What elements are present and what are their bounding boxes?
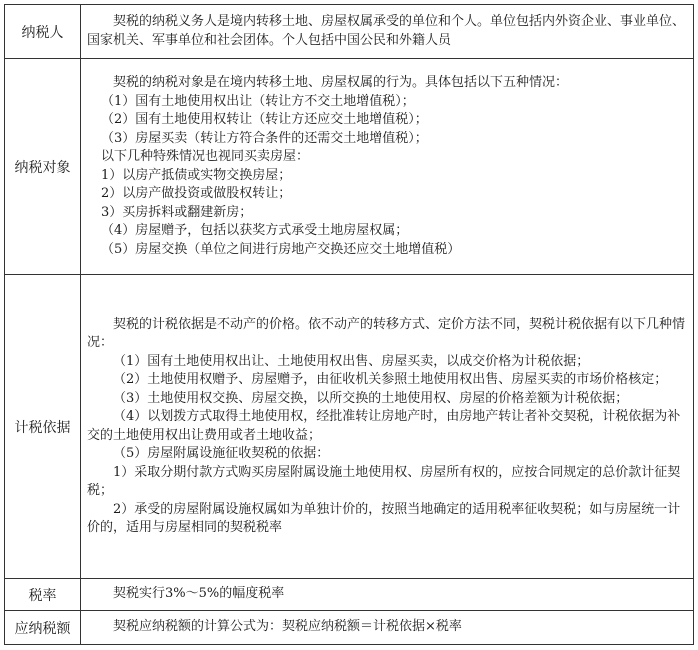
row-content — [81, 275, 694, 579]
list-item: 1）采取分期付款方式购买房屋附属设施土地使用权、房屋所有权的，应按合同规定的总价款计征契税； — [87, 464, 681, 498]
tax-payable-text: 契税应纳税额的计算公式为：契税应纳税额＝计税依据×税率 — [113, 619, 462, 635]
list-item: 3）买房拆料或翻建新房； — [101, 204, 253, 220]
row-header: 纳税人 — [5, 5, 81, 59]
list-item: （1）国有土地使用权出让、土地使用权出售、房屋买卖，以成交价格为计税依据； — [113, 353, 590, 369]
row-content — [81, 59, 694, 275]
list-item: 以下几种特殊情况也视同买卖房屋： — [101, 149, 310, 164]
list-item: （1）国有土地使用权出让（转让方不交土地增值税）； — [101, 93, 415, 109]
tax-table — [4, 4, 694, 645]
list-item: （4）以划拨方式取得土地使用权，经批准转让房地产时，由房地产转让者补交契税，计税依据为补交的土地使用权出让费用或者土地收益； — [87, 409, 681, 443]
row-content — [81, 611, 694, 645]
list-item: （3）房屋买卖（转让方符合条件的还需交土地增值税）； — [101, 130, 428, 146]
list-item: 2）以房产做投资或做股权转让； — [101, 186, 292, 201]
tax-object-intro: 契税的纳税对象是在境内转移土地、房屋权属的行为。具体包括以下五种情况： — [113, 75, 569, 90]
list-item: 1）以房产抵债或实物交换房屋； — [101, 167, 292, 183]
row-taxpayer — [5, 5, 694, 59]
row-tax-object — [5, 59, 694, 275]
list-item: （3）土地使用权交换、房屋交换，以所交换的土地使用权、房屋的价格差额为计税依据； — [113, 390, 629, 406]
row-header: 应纳税额 — [5, 611, 81, 645]
row-header: 纳税对象 — [5, 59, 81, 275]
list-item: （2）土地使用权赠予、房屋赠予，由征收机关参照土地使用权出售、房屋买卖的市场价格核定； — [113, 372, 668, 387]
list-item: （4）房屋赠予，包括以获奖方式承受土地房屋权属； — [101, 223, 409, 238]
list-item: （2）国有土地使用权转让（转让方还应交土地增值税）； — [101, 112, 428, 127]
row-header: 税率 — [5, 579, 81, 611]
tax-basis-intro: 契税的计税依据是不动产的价格。依不动产的转移方式、定价方法不同，契税计税依据有以下几种情况： — [87, 316, 686, 350]
row-tax-payable — [5, 611, 694, 645]
row-content — [81, 579, 694, 611]
list-item: （5）房屋交换（单位之间进行房地产交换还应交土地增值税） — [101, 241, 461, 257]
taxpayer-text: 契税的纳税义务人是境内转移土地、房屋权属承受的单位和个人。单位包括内外资企业、事业单位、国家机关、军事单位和社会团体。个人包括中国公民和外籍人员 — [87, 14, 686, 48]
row-content — [81, 5, 694, 59]
list-item: （5）房屋附属设施征收契税的依据： — [113, 446, 330, 461]
row-tax-basis — [5, 275, 694, 579]
list-item: 2）承受的房屋附属设施权属如为单独计价的，按照当地确定的适用税率征收契税；如与房屋统一计价的，适用与房屋相同的契税税率 — [87, 501, 681, 535]
tax-rate-text: 契税实行3%～5%的幅度税率 — [113, 586, 285, 602]
row-tax-rate — [5, 579, 694, 611]
row-header: 计税依据 — [5, 275, 81, 579]
